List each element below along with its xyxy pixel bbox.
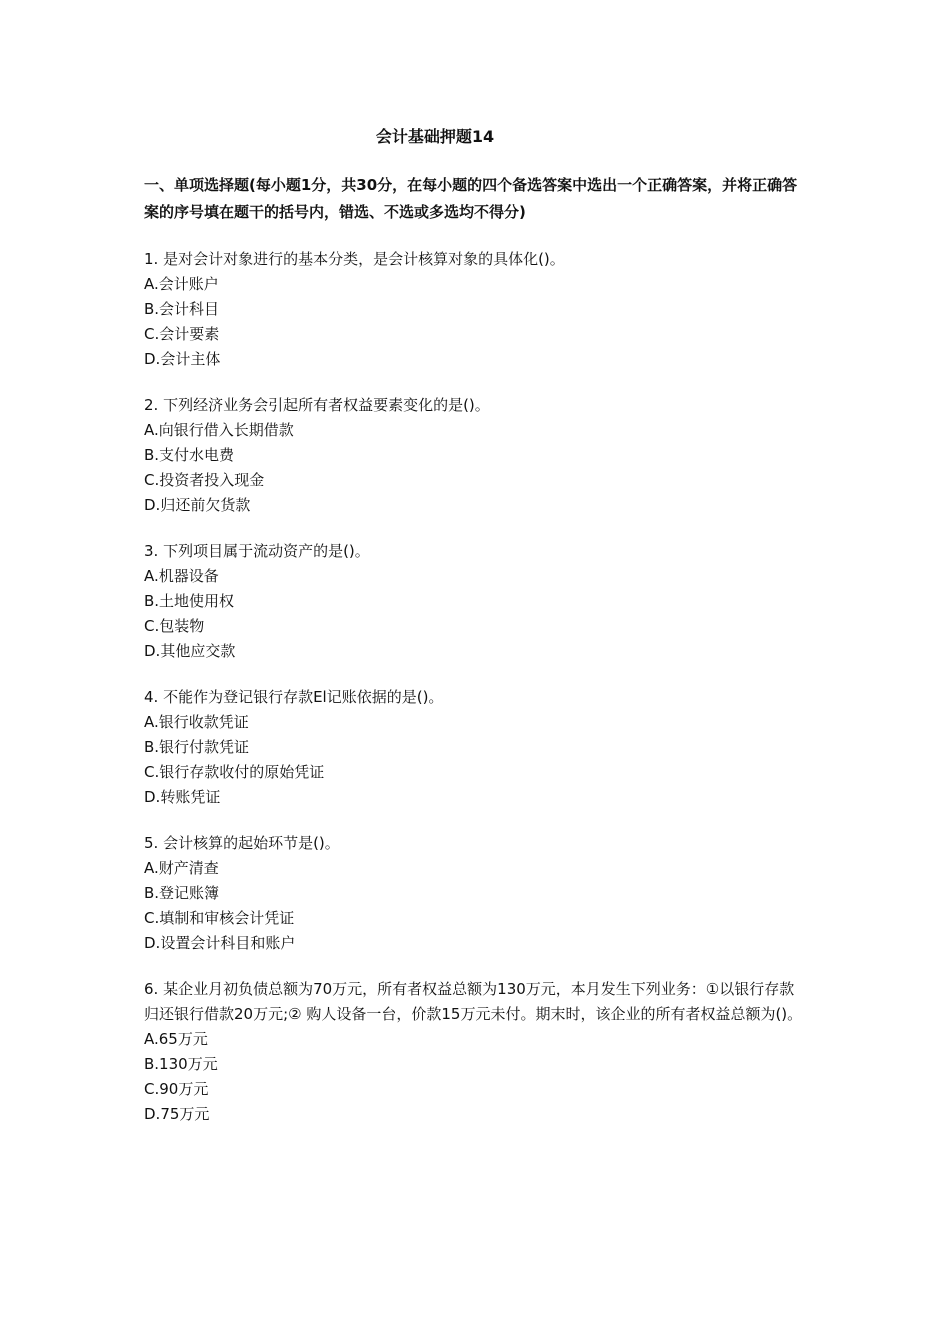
- question-stem: 5. 会计核算的起始环节是()。: [144, 834, 340, 852]
- option-b: B.会计科目: [144, 300, 220, 318]
- question-5: [144, 831, 809, 956]
- option-d: D.转账凭证: [144, 788, 221, 806]
- question-6: [144, 977, 809, 1127]
- question-stem: 2. 下列经济业务会引起所有者权益要素变化的是()。: [144, 396, 490, 414]
- option-b: B.130万元: [144, 1055, 218, 1073]
- option-d: D.归还前欠货款: [144, 496, 251, 514]
- question-1: [144, 247, 809, 372]
- option-b: B.银行付款凭证: [144, 738, 250, 756]
- option-d: D.75万元: [144, 1105, 210, 1123]
- question-4: [144, 685, 809, 810]
- option-d: D.会计主体: [144, 350, 221, 368]
- option-a: A.65万元: [144, 1030, 208, 1048]
- option-a: A.银行收款凭证: [144, 713, 249, 731]
- document-body: [144, 172, 809, 1148]
- question-stem: 3. 下列项目属于流动资产的是()。: [144, 542, 370, 560]
- option-a: A.财产清查: [144, 859, 219, 877]
- option-c: C.90万元: [144, 1080, 209, 1098]
- document-title: 会计基础押题14: [375, 127, 495, 146]
- option-a: A.向银行借入长期借款: [144, 421, 294, 439]
- section-heading: 一、单项选择题(每小题1分，共30分，在每小题的四个备选答案中选出一个正确答案，并将正确答案的序号填在题干的括号内，错选、不选或多选均不得分): [144, 176, 798, 221]
- option-c: C.包装物: [144, 617, 205, 635]
- question-3: [144, 539, 809, 664]
- question-stem: 4. 不能作为登记银行存款El记账依据的是()。: [144, 688, 444, 706]
- question-2: [144, 393, 809, 518]
- option-d: D.其他应交款: [144, 642, 236, 660]
- option-c: C.会计要素: [144, 325, 220, 343]
- option-b: B.支付水电费: [144, 446, 235, 464]
- option-a: A.会计账户: [144, 275, 219, 293]
- option-a: A.机器设备: [144, 567, 219, 585]
- option-b: B.登记账簿: [144, 884, 220, 902]
- option-d: D.设置会计科目和账户: [144, 934, 296, 952]
- option-c: C.投资者投入现金: [144, 471, 265, 489]
- option-c: C.银行存款收付的原始凭证: [144, 763, 325, 781]
- question-stem: 1. 是对会计对象进行的基本分类，是会计核算对象的具体化()。: [144, 250, 565, 268]
- option-b: B.土地使用权: [144, 592, 235, 610]
- question-stem: 6. 某企业月初负债总额为70万元，所有者权益总额为130万元，本月发生下列业务：①以银行存款归还银行借款20万元;② 购人设备一台，价款15万元未付。期末时，该企业的所有者权益总额为()。: [144, 980, 803, 1023]
- option-c: C.填制和审核会计凭证: [144, 909, 295, 927]
